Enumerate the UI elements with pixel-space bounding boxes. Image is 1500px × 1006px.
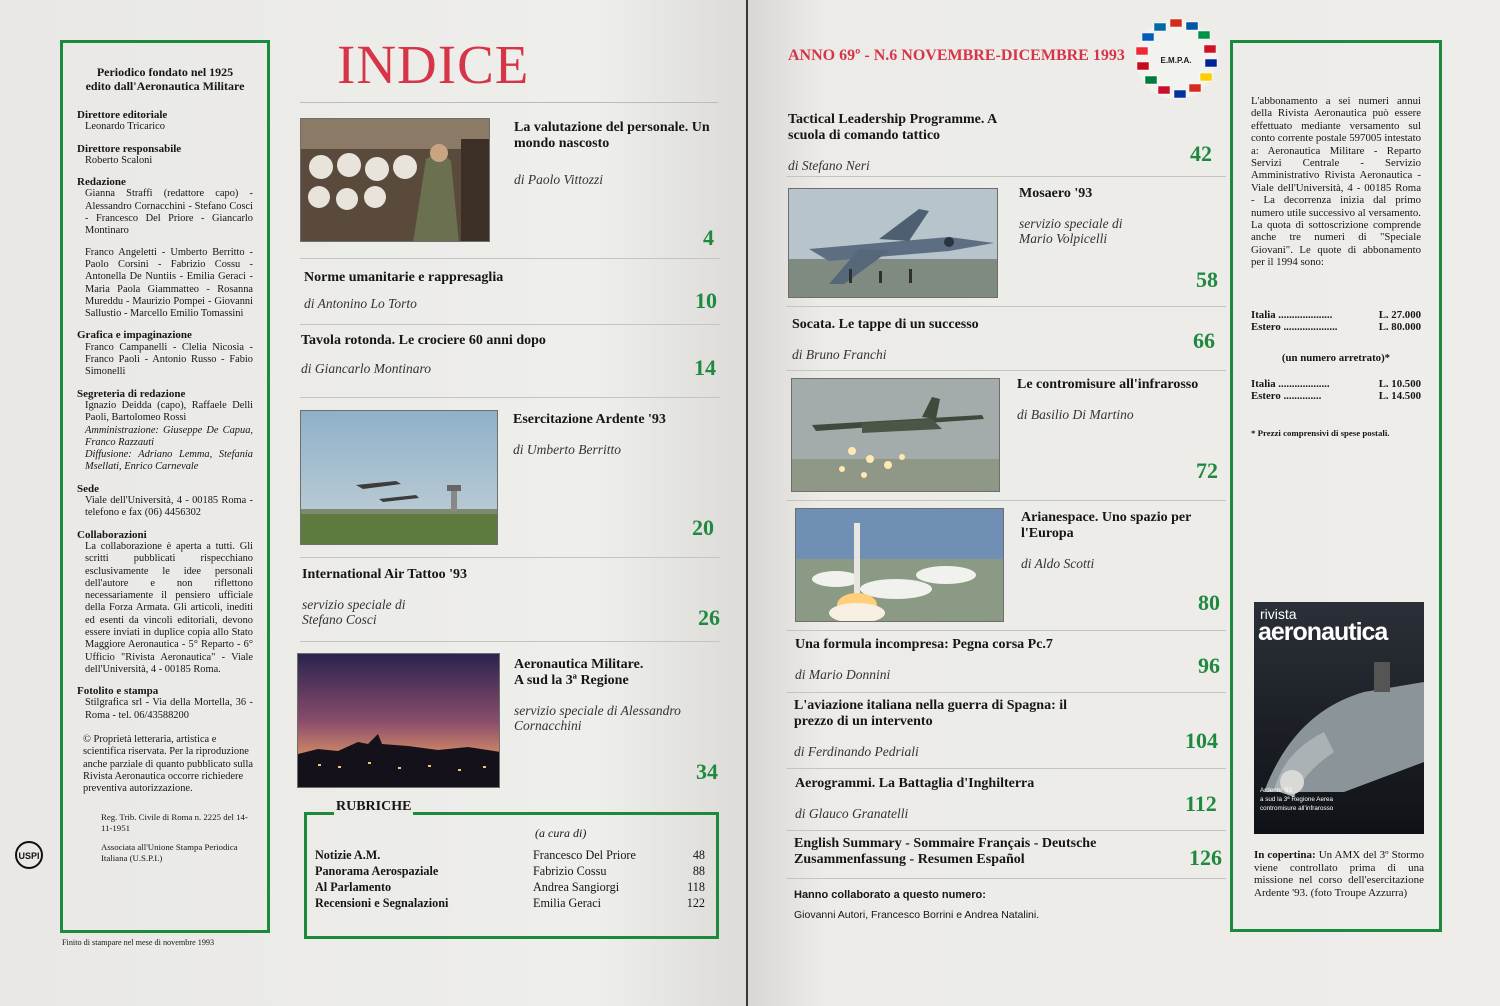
masthead-header: Periodico fondato nel 1925 edito dall'Aeronautica Militare [85, 65, 245, 93]
price-note: * Prezzi comprensivi di spese postali. [1251, 427, 1390, 438]
cover-topic: a sud la 3ª Regione Aerea [1260, 796, 1334, 803]
article-item[interactable]: Una formula incompresa: Pegna corsa Pc.7 di Mario Donnini [795, 637, 1053, 682]
empa-flags-logo-icon [1134, 17, 1218, 101]
table-row[interactable]: Notizie A.M. Francesco Del Priore 48 [315, 848, 705, 862]
page-number: 72 [1196, 458, 1218, 483]
divider [786, 306, 1226, 307]
divider [786, 692, 1226, 693]
masthead-section: Collaborazioni La collaborazione è aperta a tutti. Gli scritti pubblicati rispecchiano esclusivamente le idee personali dell'autore e non riflettono necessariamente il pensiero ufficiale della Forza Armata. Gli articoli, inediti ed esenti da vincoli editoriali, devono essere inviati in duplice copia allo Stato Maggiore Aeronautica - 5° Reparto - 6° Ufficio "Rivista Aeronautica" - Viale dell'Università, 4 - 00185 Roma. [77, 528, 253, 675]
divider [786, 176, 1226, 177]
rubriche-curator-label: (a cura di) [535, 826, 587, 840]
page-number: 96 [1198, 653, 1220, 678]
article-item[interactable]: L'aviazione italiana nella guerra di Spagna: il prezzo di un intervento di Ferdinando Pedriali [794, 698, 1068, 759]
masthead-section: Redazione Gianna Straffi (redattore capo) - Alessandro Cornacchini - Stefano Cosci - Francesco Del Priore - Giancarlo Montinaro [77, 176, 253, 237]
page-number: 104 [1185, 728, 1218, 753]
back-issue-label: (un numero arretrato)* [1281, 351, 1391, 364]
masthead-section: Direttore responsabile Roberto Scaloni [77, 142, 182, 166]
article-item[interactable]: Socata. Le tappe di un successo di Bruno Franchi [792, 317, 979, 362]
left-page [0, 0, 746, 1006]
page-number: 112 [1185, 791, 1217, 816]
divider [786, 878, 1226, 879]
article-item[interactable]: Tactical Leadership Programme. A scuola di comando tattico di Stefano Neri [788, 112, 997, 173]
cover-topic: contromisure all'infrarosso [1260, 805, 1334, 812]
copyright-text: © Proprietà letteraria, artistica e scientifica riservata. Per la riproduzione anche parziale di quanto pubblicato sulla Rivista Aeronautica occorre richiedere preventiva autorizzazione. [83, 734, 253, 795]
article-item[interactable]: La valutazione del personale. Un mondo nascosto di Paolo Vittozzi [514, 120, 710, 187]
divider [786, 500, 1226, 501]
article-item[interactable]: English Summary - Sommaire Français - Deutsche Zusammenfassung - Resumen Español [794, 836, 1097, 867]
rubriche-table [315, 847, 708, 911]
divider [786, 370, 1226, 371]
rubriche-box [304, 812, 719, 939]
index-title: INDICE [337, 34, 530, 95]
masthead-section: Direttore editoriale Leonardo Tricarico [77, 109, 168, 133]
page-number: 80 [1198, 590, 1220, 615]
page-number: 10 [695, 288, 717, 313]
masthead-section: Diffusione: Adriano Lemma, Stefania Msellati, Enrico Carnevale [85, 449, 253, 473]
masthead-section: Sede Viale dell'Università, 4 - 00185 Roma - telefono e fax (06) 4456302 [77, 482, 253, 519]
article-item[interactable]: Mosaero '93 servizio speciale di Mario Volpicelli [1019, 186, 1123, 246]
cover-logo: aeronautica [1258, 618, 1388, 646]
svg-text:USPI: USPI [18, 851, 40, 861]
page-number: 26 [698, 605, 720, 630]
divider [786, 630, 1226, 631]
article-item[interactable]: Tavola rotonda. Le crociere 60 anni dopo di Giancarlo Montinaro [301, 333, 546, 376]
page-number: 20 [692, 515, 714, 540]
masthead-section: Fotolito e stampa Stilgrafica srl - Via della Mortella, 36 - Roma - tel. 06/43588200 [77, 685, 253, 721]
table-row[interactable]: Recensioni e Segnalazioni Emilia Geraci 122 [315, 896, 705, 910]
page-number: 58 [1196, 267, 1218, 292]
article-item[interactable]: Esercitazione Ardente '93 di Umberto Berritto [513, 412, 666, 457]
cover-thumbnail[interactable] [1254, 602, 1424, 834]
masthead-section: Amministrazione: Giuseppe De Capua, Franco Razzauti [85, 424, 253, 448]
page-number: 4 [703, 225, 714, 250]
back-issue-price-list: Italia ................... L. 10.500 Estero .............. L. 14.500 [1251, 377, 1421, 403]
masthead-section: Segreteria di redazione Ignazio Deidda (capo), Raffaele Delli Paoli, Bartolomeo Rossi [77, 387, 253, 424]
divider [786, 830, 1226, 831]
article-item[interactable]: Arianespace. Uno spazio per l'Europa di Aldo Scotti [1021, 510, 1192, 571]
photo-sukhoi-jet [788, 188, 998, 298]
masthead-box [60, 40, 270, 933]
divider [786, 768, 1226, 769]
table-row[interactable]: Al Parlamento Andrea Sangiorgi 118 [315, 880, 705, 894]
page-number: 42 [1190, 141, 1212, 166]
divider [300, 397, 720, 398]
photo-ariane-launch [795, 508, 1004, 622]
photo-transport-flares [791, 378, 1000, 492]
price-list: Italia .................... L. 27.000 Estero .................... L. 80.000 [1251, 308, 1421, 334]
masthead-section: Grafica e impaginazione Franco Campanelli - Clelia Nicosia - Franco Paoli - Antonio Russo - Fabio Simonelli [77, 329, 253, 378]
article-item[interactable]: Aerogrammi. La Battaglia d'Inghilterra di Glauco Granatelli [795, 776, 1035, 821]
page-number: 66 [1193, 328, 1215, 353]
photo-jets-takeoff [300, 410, 498, 545]
uspi-logo-icon [14, 840, 44, 870]
photo-pilot-helmets [300, 118, 490, 242]
divider [300, 324, 720, 325]
article-item[interactable]: Aeronautica Militare. A sud la 3ª Regione servizio speciale di Alessandro Cornacchini [514, 657, 681, 733]
divider [300, 641, 720, 642]
rubriche-label: RUBRICHE [336, 799, 412, 814]
page-number: 34 [696, 759, 718, 784]
divider [300, 102, 718, 103]
page-number: 126 [1189, 845, 1222, 870]
divider [300, 557, 720, 558]
article-item[interactable]: International Air Tattoo '93 servizio speciale di Stefano Cosci [302, 567, 468, 627]
divider [300, 258, 720, 259]
svg-text:E.M.P.A.: E.M.P.A. [1160, 56, 1192, 65]
masthead-section: Franco Angeletti - Umberto Berritto - Paolo Corsini - Fabrizio Cossu - Antonella De Nuntiis - Emilia Geraci - Maria Paola Giammatteo - Rosanna Mureddu - Maurizio Pompei - Giovanni Sallustio - Marcello Emilio Tomassini [85, 246, 253, 320]
collaborators: Hanno collaborato a questo numero: Giovanni Autori, Francesco Borrini e Andrea Natalini. [794, 889, 1040, 921]
registration-text: Reg. Trib. Civile di Roma n. 2225 del 14-11-1951 Associata all'Unione Stampa Periodica Italiana (U.S.P.I.) [101, 811, 248, 863]
page-number: 14 [694, 355, 716, 380]
subscription-text: L'abbonamento a sei numeri annui della Rivista Aeronautica può essere effettuato mediante versamento sul conto corrente postale 597005 intestato a: Aeronautica Militare - Reparto Servizi Centrale - Servizio Amministrativo Rivista Aeronautica - Viale dell'Università, 4 - 00185 Roma - La decorrenza inizia dal primo numero utile successivo al versamento. La quota di sottoscrizione comprende anche tre numeri di "Speciale Giovani". Le quote di abbonamento per il 1994 sono: [1251, 95, 1421, 269]
printed-note: Finito di stampare nel mese di novembre 1993 [62, 938, 215, 947]
issue-label: ANNO 69º - N.6 NOVEMBRE-DICEMBRE 1993 [788, 47, 1125, 64]
article-item[interactable]: Le contromisure all'infrarosso di Basilio Di Martino [1017, 377, 1199, 422]
photo-city-night [297, 653, 500, 788]
cover-caption: In copertina: Un AMX del 3º Stormo viene controllato prima di una missione nel corso dell'esercitazione Ardente '93. (foto Troupe Azzurra) [1254, 849, 1425, 899]
cover-logo-small: rivista [1260, 606, 1297, 622]
article-item[interactable]: Norme umanitarie e rappresaglia di Antonino Lo Torto [304, 270, 504, 311]
cover-topic: Ardente '93 [1260, 787, 1293, 794]
table-row[interactable]: Panorama Aerospaziale Fabrizio Cossu 88 [315, 864, 705, 878]
